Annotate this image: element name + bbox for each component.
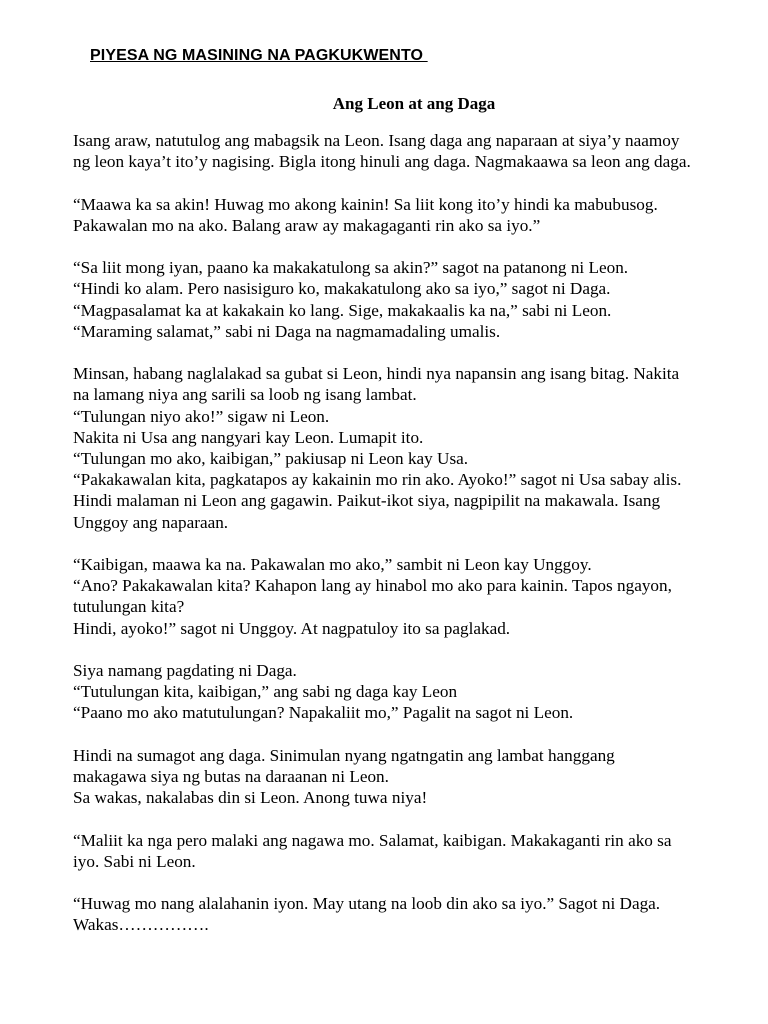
story-line: Hindi na sumagot ang daga. Sinimulan nyang ngatngatin ang lambat hanggang xyxy=(73,745,615,765)
story-line: “Tulungan niyo ako!” sigaw ni Leon. xyxy=(73,406,330,426)
story-line: Hindi, ayoko!” sagot ni Unggoy. At nagpatuloy ito sa paglakad. xyxy=(73,618,511,638)
story-paragraph xyxy=(73,194,753,236)
story-line: “Paano mo ako matutulungan? Napakaliit mo,” Pagalit na sagot ni Leon. xyxy=(73,703,574,723)
story-line: Siya namang pagdating ni Daga. xyxy=(73,661,297,680)
story-line: Wakas……………. xyxy=(73,915,209,935)
story-line: Unggoy ang naparaan. xyxy=(73,512,229,532)
story-paragraph xyxy=(73,745,753,809)
story-title: Ang Leon at ang Daga xyxy=(332,94,496,113)
story-body xyxy=(73,130,753,936)
story-line: “Tulungan mo ako, kaibigan,” pakiusap ni Leon kay Usa. xyxy=(73,449,469,468)
story-line: makagawa siya ng butas na daraanan ni Leon. xyxy=(73,767,389,786)
story-line: Isang araw, natutulog ang mabagsik na Leon. Isang daga ang naparaan at siya’y naamoy xyxy=(73,131,680,150)
story-paragraph xyxy=(73,130,753,172)
story-line: “Sa liit mong iyan, paano ka makakatulong sa akin?” sagot na patanong ni Leon. xyxy=(73,258,629,278)
story-line: “Pakakawalan kita, pagkatapos ay kakainin mo rin ako. Ayoko!” sagot ni Usa sabay alis. xyxy=(73,470,682,490)
story-line: na lamang niya ang sarili sa loob ng isang lambat. xyxy=(73,385,417,405)
story-paragraph xyxy=(73,257,753,342)
story-line: tutulungan kita? xyxy=(73,597,185,617)
story-paragraph xyxy=(73,893,753,935)
story-line: “Ano? Pakakawalan kita? Kahapon lang ay hinabol mo ako para kainin. Tapos ngayon, xyxy=(73,576,672,596)
document-heading: PIYESA NG MASINING NA PAGKUKWENTO xyxy=(90,47,428,64)
story-line: “Tutulungan kita, kaibigan,” ang sabi ng daga kay Leon xyxy=(73,682,458,702)
story-line: Sa wakas, nakalabas din si Leon. Anong tuwa niya! xyxy=(73,788,428,808)
story-line: “Maawa ka sa akin! Huwag mo akong kainin! Sa liit kong ito’y hindi ka mabubusog. xyxy=(73,194,658,214)
story-line: “Maraming salamat,” sabi ni Daga na nagmamadaling umalis. xyxy=(73,321,501,341)
story-paragraph xyxy=(73,660,753,724)
story-line: “Kaibigan, maawa ka na. Pakawalan mo ako,” sambit ni Leon kay Unggoy. xyxy=(73,555,592,574)
story-line: iyo. Sabi ni Leon. xyxy=(73,851,196,871)
story-line: “Huwag mo nang alalahanin iyon. May utang na loob din ako sa iyo.” Sagot ni Daga. xyxy=(73,894,661,914)
story-line: “Magpasalamat ka at kakakain ko lang. Sige, makakaalis ka na,” sabi ni Leon. xyxy=(73,300,612,320)
story-paragraph xyxy=(73,363,753,533)
story-line: Minsan, habang naglalakad sa gubat si Leon, hindi nya napansin ang isang bitag. Nakita xyxy=(73,364,680,384)
story-paragraph xyxy=(73,554,753,639)
story-line: “Maliit ka nga pero malaki ang nagawa mo. Salamat, kaibigan. Makakaganti rin ako sa xyxy=(73,830,672,850)
story-line: Nakita ni Usa ang nangyari kay Leon. Lumapit ito. xyxy=(73,427,424,447)
story-paragraph xyxy=(73,830,753,872)
story-line: Pakawalan mo na ako. Balang araw ay makagaganti rin ako sa iyo.” xyxy=(73,215,541,235)
story-line: “Hindi ko alam. Pero nasisiguro ko, makakatulong ako sa iyo,” sagot ni Daga. xyxy=(73,279,611,299)
story-line: Hindi malaman ni Leon ang gagawin. Paikut-ikot siya, nagpipilit na makawala. Isang xyxy=(73,491,661,511)
story-line: ng leon kaya’t ito’y nagising. Bigla itong hinuli ang daga. Nagmakaawa sa leon ang daga. xyxy=(73,152,691,172)
